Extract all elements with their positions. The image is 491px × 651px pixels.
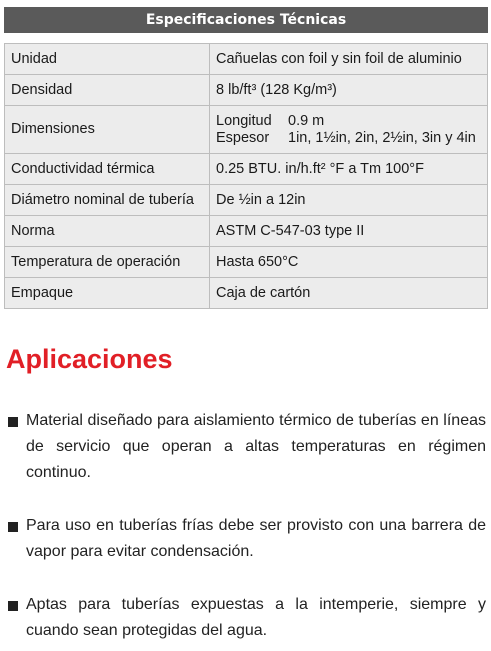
square-bullet-icon: [8, 417, 18, 427]
row-label: Norma: [5, 216, 210, 247]
list-item-text: Aptas para tuberías expuestas a la intemperie, siempre y cuando sean protegidas del agua.: [26, 596, 486, 639]
spec-gap: [4, 33, 488, 43]
table-row: [5, 278, 488, 309]
row-value: ASTM C-547-03 type II: [210, 216, 488, 247]
square-bullet-icon: [8, 522, 18, 532]
table-row: [5, 75, 488, 106]
row-label: Conductividad térmica: [5, 154, 210, 185]
row-value: Hasta 650°C: [210, 247, 488, 278]
row-label: Temperatura de operación: [5, 247, 210, 278]
dimension-line: [216, 130, 487, 147]
row-label: Empaque: [5, 278, 210, 309]
dimension-value: 0.9 m: [288, 112, 325, 129]
row-value: De ½in a 12in: [210, 185, 488, 216]
list-item: [6, 592, 486, 644]
square-bullet-icon: [8, 601, 18, 611]
list-item-text: Material diseñado para aislamiento térmico de tuberías en líneas de servicio que operan a altas temperaturas en régimen continuo.: [26, 412, 486, 481]
table-row: [5, 247, 488, 278]
row-value: [210, 106, 488, 154]
spec-table: [4, 43, 488, 309]
dimension-value: 1in, 1½in, 2in, 2½in, 3in y 4in: [288, 129, 476, 146]
applications-list: [6, 408, 486, 644]
table-row: [5, 44, 488, 75]
list-item: [6, 408, 486, 486]
row-label: Diámetro nominal de tubería: [5, 185, 210, 216]
row-value: 0.25 BTU. in/h.ft² °F a Tm 100°F: [210, 154, 488, 185]
table-row: [5, 154, 488, 185]
dimension-key: Espesor: [216, 129, 270, 146]
row-label: Densidad: [5, 75, 210, 106]
table-row: [5, 106, 488, 154]
row-label: Unidad: [5, 44, 210, 75]
row-value: 8 lb/ft³ (128 Kg/m³): [210, 75, 488, 106]
row-value: Caja de cartón: [210, 278, 488, 309]
table-row: [5, 185, 488, 216]
dimension-line: [216, 113, 487, 130]
applications-title: Aplicaciones: [6, 344, 173, 374]
list-item: [6, 513, 486, 565]
dimension-key: Longitud: [216, 112, 272, 129]
row-value: Cañuelas con foil y sin foil de aluminio: [210, 44, 488, 75]
list-item-text: Para uso en tuberías frías debe ser provisto con una barrera de vapor para evitar condensación.: [26, 517, 486, 560]
row-label: Dimensiones: [5, 106, 210, 154]
spec-header: Especificaciones Técnicas: [4, 7, 488, 33]
table-row: [5, 216, 488, 247]
spec-section: [4, 7, 488, 309]
